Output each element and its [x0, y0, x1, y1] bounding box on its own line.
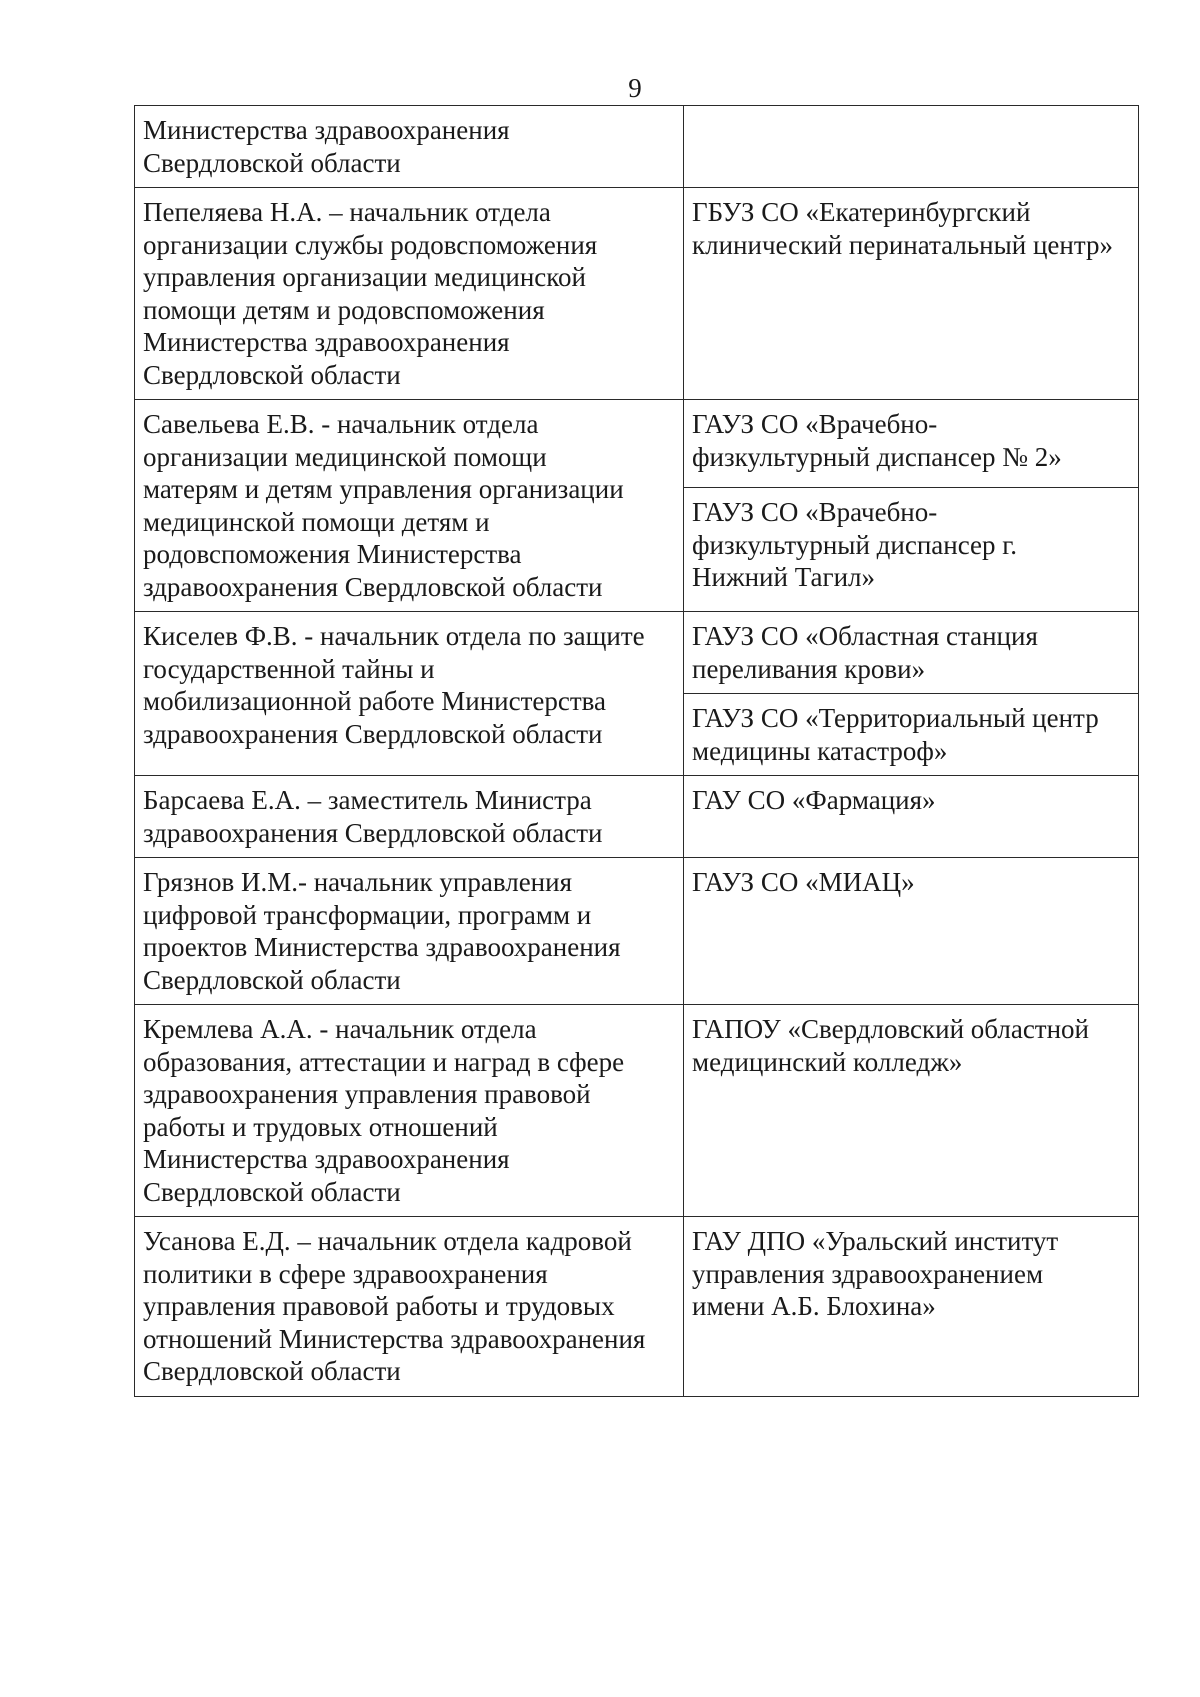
responsible-person-text: Киселев Ф.В. - начальник отдела по защите государственной тайны и мобилизационной работе Министерства здравоохранения Свердловской области: [143, 621, 645, 749]
responsible-person-cell: [135, 612, 684, 776]
organization-cell: [684, 188, 1139, 400]
organization-cell: [684, 694, 1139, 776]
organization-cell: [684, 612, 1139, 694]
assignment-table: [134, 105, 1139, 1397]
responsible-person-text: Кремлева А.А. - начальник отдела образования, аттестации и наград в сфере здравоохранения управления правовой работы и трудовых отношений Министерства здравоохранения Свердловской области: [143, 1014, 625, 1207]
table-row: [135, 1217, 1139, 1397]
organization-text: ГАПОУ «Свердловский областной медицинский колледж»: [692, 1014, 1089, 1077]
organization-text: ГАУЗ СО «МИАЦ»: [692, 867, 915, 897]
responsible-person-cell: [135, 858, 684, 1005]
table-row: [135, 188, 1139, 400]
responsible-person-cell: [135, 1005, 684, 1217]
table-row: [135, 858, 1139, 1005]
responsible-person-cell: [135, 776, 684, 858]
responsible-person-cell: [135, 1217, 684, 1397]
responsible-person-text: Усанова Е.Д. – начальник отдела кадровой политики в сфере здравоохранения управления правовой работы и трудовых отношений Министерства здравоохранения Свердловской области: [143, 1226, 646, 1386]
responsible-person-cell: [135, 106, 684, 188]
table-row: [135, 1005, 1139, 1217]
organization-cell: [684, 776, 1139, 858]
organization-text: ГАУЗ СО «Территориальный центр медицины катастроф»: [692, 703, 1099, 766]
organization-cell: [684, 858, 1139, 1005]
responsible-person-text: Пепеляева Н.А. – начальник отдела организации службы родовспоможения управления организации медицинской помощи детям и родовспоможения Министерства здравоохранения Свердловской области: [143, 197, 598, 390]
responsible-person-text: Грязнов И.М.- начальник управления цифровой трансформации, программ и проектов Министерства здравоохранения Свердловской области: [143, 867, 621, 995]
organization-text: ГБУЗ СО «Екатеринбургский клинический перинатальный центр»: [692, 197, 1113, 260]
organization-cell: [684, 106, 1139, 188]
table-row: [135, 106, 1139, 188]
table-row: [135, 776, 1139, 858]
table-row: [135, 612, 1139, 694]
organization-text: ГАУЗ СО «Врачебно- физкультурный диспансер № 2»: [692, 409, 1062, 472]
responsible-person-cell: [135, 188, 684, 400]
organization-text: ГАУЗ СО «Врачебно- физкультурный диспансер г. Нижний Тагил»: [692, 497, 1018, 593]
responsible-person-text: Министерства здравоохранения Свердловской области: [143, 115, 510, 178]
page-number: 9: [628, 73, 642, 103]
assignment-table-body: [135, 106, 1139, 1397]
responsible-person-text: Савельева Е.В. - начальник отдела организации медицинской помощи матерям и детям управления организации медицинской помощи детям и родовспоможения Министерства здравоохранения Свердловской области: [143, 409, 624, 602]
responsible-person-text: Барсаева Е.А. – заместитель Министра здравоохранения Свердловской области: [143, 785, 603, 848]
organization-text: ГАУ ДПО «Уральский институт управления здравоохранением имени А.Б. Блохина»: [692, 1226, 1059, 1321]
table-row: [135, 400, 1139, 488]
organization-text: ГАУ СО «Фармация»: [692, 785, 936, 815]
organization-cell: [684, 1217, 1139, 1397]
organization-cell: [684, 400, 1139, 488]
responsible-person-cell: [135, 400, 684, 612]
organization-cell: [684, 488, 1139, 612]
organization-text: ГАУЗ СО «Областная станция переливания крови»: [692, 621, 1038, 684]
organization-cell: [684, 1005, 1139, 1217]
